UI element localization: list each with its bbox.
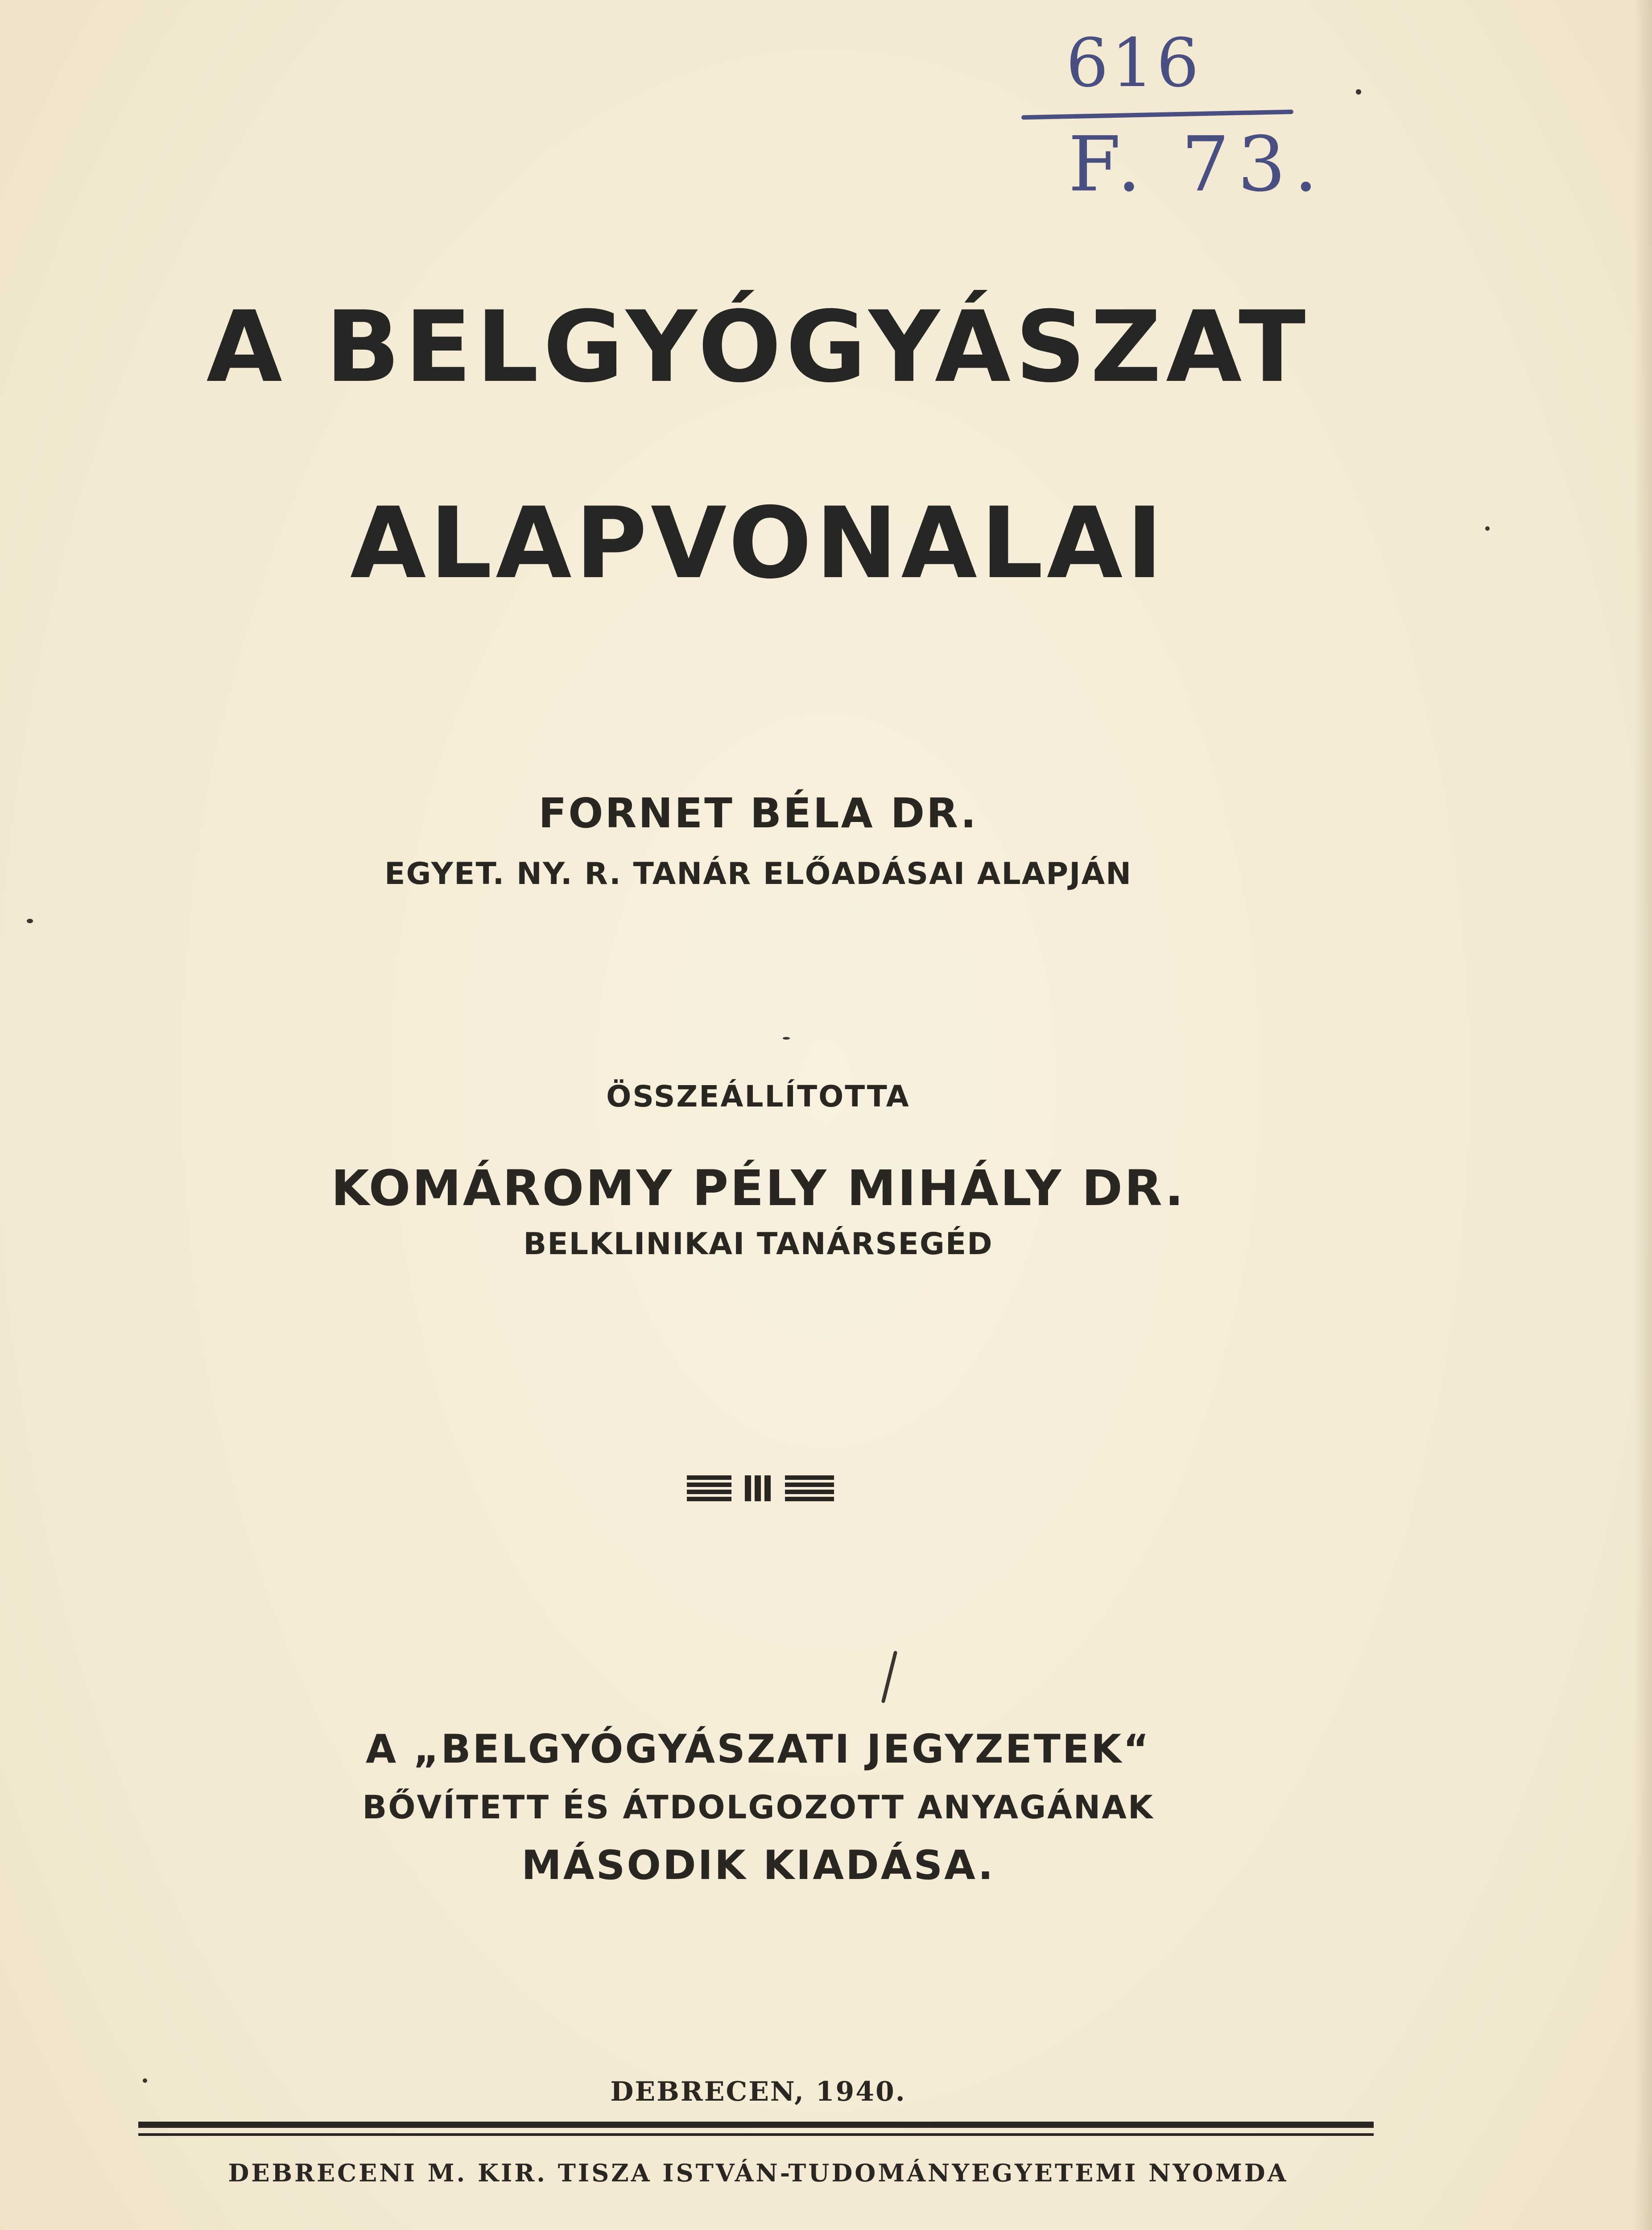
imprint-rule-thin <box>138 2133 1374 2136</box>
paper-speck <box>1485 526 1490 531</box>
printer-name: DEBRECENI M. KIR. TISZA ISTVÁN-TUDOMÁNYEGYETEMI NYOMDA <box>228 2159 1289 2187</box>
book-title-line-2: ALAPVONALAI <box>350 486 1167 600</box>
edition-line-3: MÁSODIK KIADÁSA. <box>521 1842 995 1889</box>
paper-speck <box>1356 89 1361 95</box>
handwritten-annotation-divider <box>1021 110 1293 120</box>
paper-speck <box>27 919 33 923</box>
imprint-rule-thick <box>138 2122 1374 2128</box>
author-description: EGYET. NY. R. TANÁR ELŐADÁSAI ALAPJÁN <box>384 856 1132 892</box>
paper-speck <box>143 2078 147 2083</box>
book-title-line-1: A BELGYÓGYÁSZAT <box>206 290 1310 404</box>
page-edge-shadow <box>1634 0 1652 2230</box>
handwritten-annotation-top: 616 <box>1066 25 1202 102</box>
stray-pen-mark <box>881 1651 898 1703</box>
handwritten-annotation-bottom: F. 73. <box>1068 120 1326 209</box>
paper-speck <box>783 1037 790 1040</box>
compiler-name: KOMÁROMY PÉLY MIHÁLY DR. <box>331 1160 1185 1217</box>
compiled-by-label: ÖSSZEÁLLÍTOTTA <box>606 1079 910 1114</box>
edition-line-1: A „BELGYÓGYÁSZATI JEGYZETEK“ <box>365 1726 1151 1772</box>
compiler-title: BELKLINIKAI TANÁRSEGÉD <box>523 1226 993 1262</box>
place-and-date: DEBRECEN, 1940. <box>610 2076 906 2107</box>
edition-line-2: BŐVÍTETT ÉS ÁTDOLGOZOTT ANYAGÁNAK <box>362 1788 1154 1826</box>
author-name: FORNET BÉLA DR. <box>538 789 978 837</box>
ornament-divider-icon <box>687 1472 834 1503</box>
